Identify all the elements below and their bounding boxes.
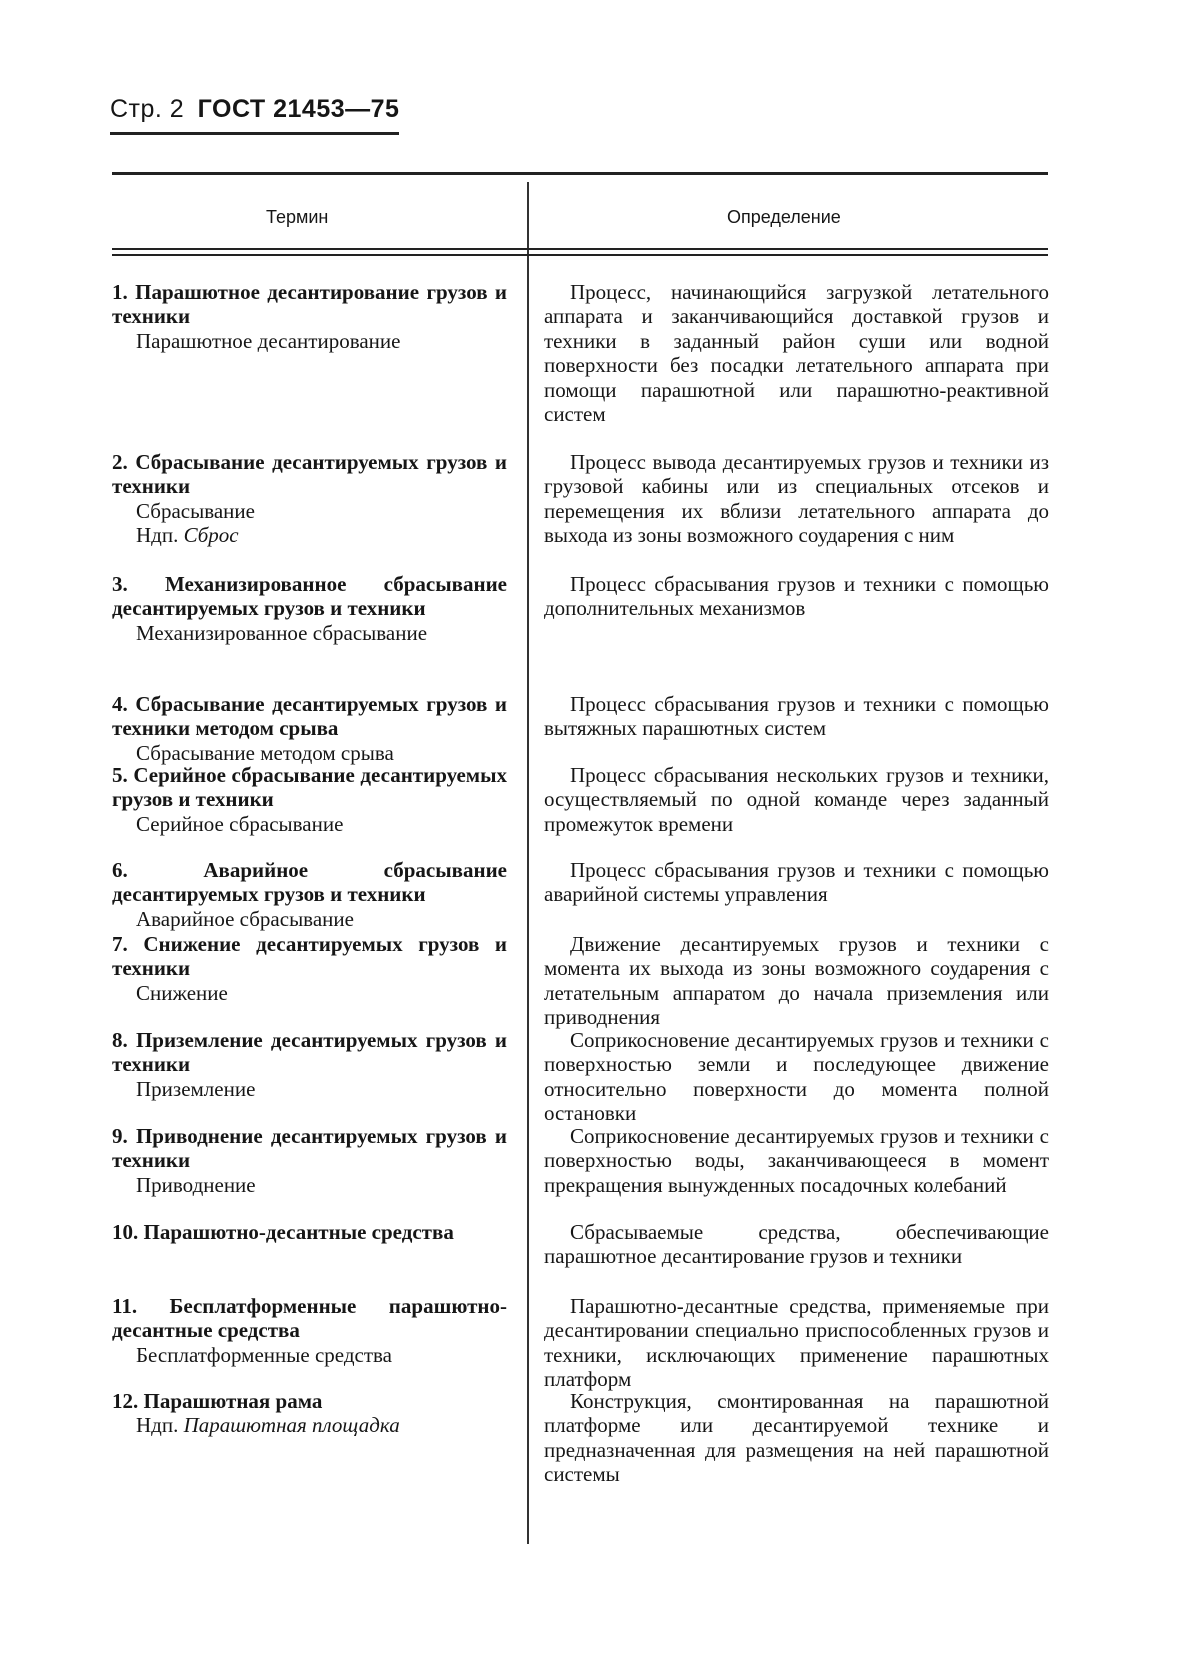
term-short: Приводнение <box>136 1172 256 1197</box>
definition-entry <box>544 572 1049 621</box>
definition-entry <box>544 1294 1049 1392</box>
term-short: Сбрасывание методом срыва <box>136 740 394 765</box>
term-title: 2. Сбрасывание десантируемых грузов и техники <box>112 450 508 499</box>
term-title: 7. Снижение десантируемых грузов и техники <box>112 932 507 981</box>
term-entry <box>112 763 507 836</box>
term-entry <box>112 1220 507 1244</box>
table-top-rule <box>112 172 1048 175</box>
term-title: 10. Парашютно-десантные средства <box>112 1220 454 1244</box>
definition-entry <box>544 1220 1049 1269</box>
definition-entry <box>544 1028 1049 1126</box>
header-rule <box>112 254 1048 256</box>
definition-text: Соприкосновение десантируемых грузов и техники с поверхностью земли и последующее движение относительно поверхности до момента полной остановки <box>544 1028 1049 1126</box>
definition-text: Процесс сбрасывания грузов и техники с помощью дополнительных механизмов <box>544 572 1049 621</box>
definition-text: Сбрасываемые средства, обеспечивающие парашютное десантирование грузов и техники <box>544 1220 1049 1269</box>
term-title: 6. Аварийное сбрасывание десантируемых грузов и техники <box>112 858 508 907</box>
definition-entry <box>544 692 1049 741</box>
definition-text: Процесс сбрасывания грузов и техники с помощью вытяжных парашютных систем <box>544 692 1049 741</box>
definition-entry <box>544 280 1049 426</box>
definition-text: Парашютно-десантные средства, применяемые при десантировании специально приспособленных грузов и техники, исключающих применение парашютных платформ <box>544 1294 1049 1392</box>
definition-entry <box>544 932 1049 1030</box>
term-title: 11. Бесплатформенные парашютно-десантные средства <box>112 1294 507 1343</box>
term-title: 9. Приводнение десантируемых грузов и техники <box>112 1124 507 1173</box>
term-short: Снижение <box>136 980 228 1005</box>
term-not-allowed: Ндп. Парашютная площадка <box>136 1413 400 1438</box>
term-entry <box>112 280 507 353</box>
definition-text: Соприкосновение десантируемых грузов и техники с поверхностью воды, заканчивающееся в момент прекращения вынужденных посадочных колебаний <box>544 1124 1049 1197</box>
term-title: 5. Серийное сбрасывание десантируемых грузов и техники <box>112 763 508 812</box>
term-entry <box>112 692 507 765</box>
definition-text: Процесс вывода десантируемых грузов и техники из грузовой кабины или из специальных отсеков и перемещения их вблизи летательного аппарата до выхода из зоны возможного соударения с ним <box>544 450 1049 548</box>
term-entry <box>112 1389 507 1438</box>
term-title: 1. Парашютное десантирование грузов и техники <box>112 280 508 329</box>
term-short: Серийное сбрасывание <box>136 811 344 836</box>
page-header <box>110 95 399 135</box>
term-not-allowed: Ндп. Сброс <box>136 523 239 548</box>
term-short: Сбрасывание <box>136 498 255 523</box>
definition-entry <box>544 450 1049 548</box>
term-short: Приземление <box>136 1076 256 1101</box>
definition-text: Процесс сбрасывания нескольких грузов и техники, осуществляемый по одной команде через заданный промежуток времени <box>544 763 1049 836</box>
term-title: 12. Парашютная рама <box>112 1389 323 1413</box>
term-entry <box>112 1028 507 1101</box>
term-title: 4. Сбрасывание десантируемых грузов и техники методом срыва <box>112 692 508 741</box>
standard-number: ГОСТ 21453—75 <box>197 95 400 123</box>
term-title: 3. Механизированное сбрасывание десантируемых грузов и техники <box>112 572 507 621</box>
term-entry <box>112 932 507 1005</box>
definition-entry <box>544 763 1049 836</box>
definition-text: Конструкция, смонтированная на парашютной платформе или десантируемой технике и предназначенная для размещения на ней парашютной системы <box>544 1389 1049 1487</box>
term-entry <box>112 1124 507 1197</box>
page-number: Стр. 2 <box>110 95 185 123</box>
term-short: Аварийное сбрасывание <box>136 906 354 931</box>
definition-entry <box>544 1124 1049 1197</box>
term-short: Бесплатформенные средства <box>136 1342 392 1367</box>
term-entry <box>112 572 507 645</box>
term-entry <box>112 858 507 931</box>
term-entry <box>112 450 507 548</box>
column-header-definition: Определение <box>727 207 841 227</box>
definition-text: Процесс, начинающийся загрузкой летательного аппарата и заканчивающийся доставкой грузов и техники в заданный район суши или водной поверхности без посадки летательного аппарата при помощи парашютной или парашютно-реактивной систем <box>544 280 1049 427</box>
column-divider <box>527 182 529 1544</box>
definition-text: Движение десантируемых грузов и техники с момента их выхода из зоны возможного соударения с летательным аппаратом до начала приземления или приводнения <box>544 932 1049 1030</box>
term-title: 8. Приземление десантируемых грузов и техники <box>112 1028 508 1077</box>
definition-text: Процесс сбрасывания грузов и техники с помощью аварийной системы управления <box>544 858 1049 907</box>
header-rule <box>112 248 1048 250</box>
definition-entry <box>544 1389 1049 1487</box>
term-short: Механизированное сбрасывание <box>136 620 428 645</box>
term-entry <box>112 1294 507 1367</box>
column-header-term: Термин <box>266 207 329 227</box>
definition-entry <box>544 858 1049 907</box>
term-short: Парашютное десантирование <box>136 328 401 353</box>
